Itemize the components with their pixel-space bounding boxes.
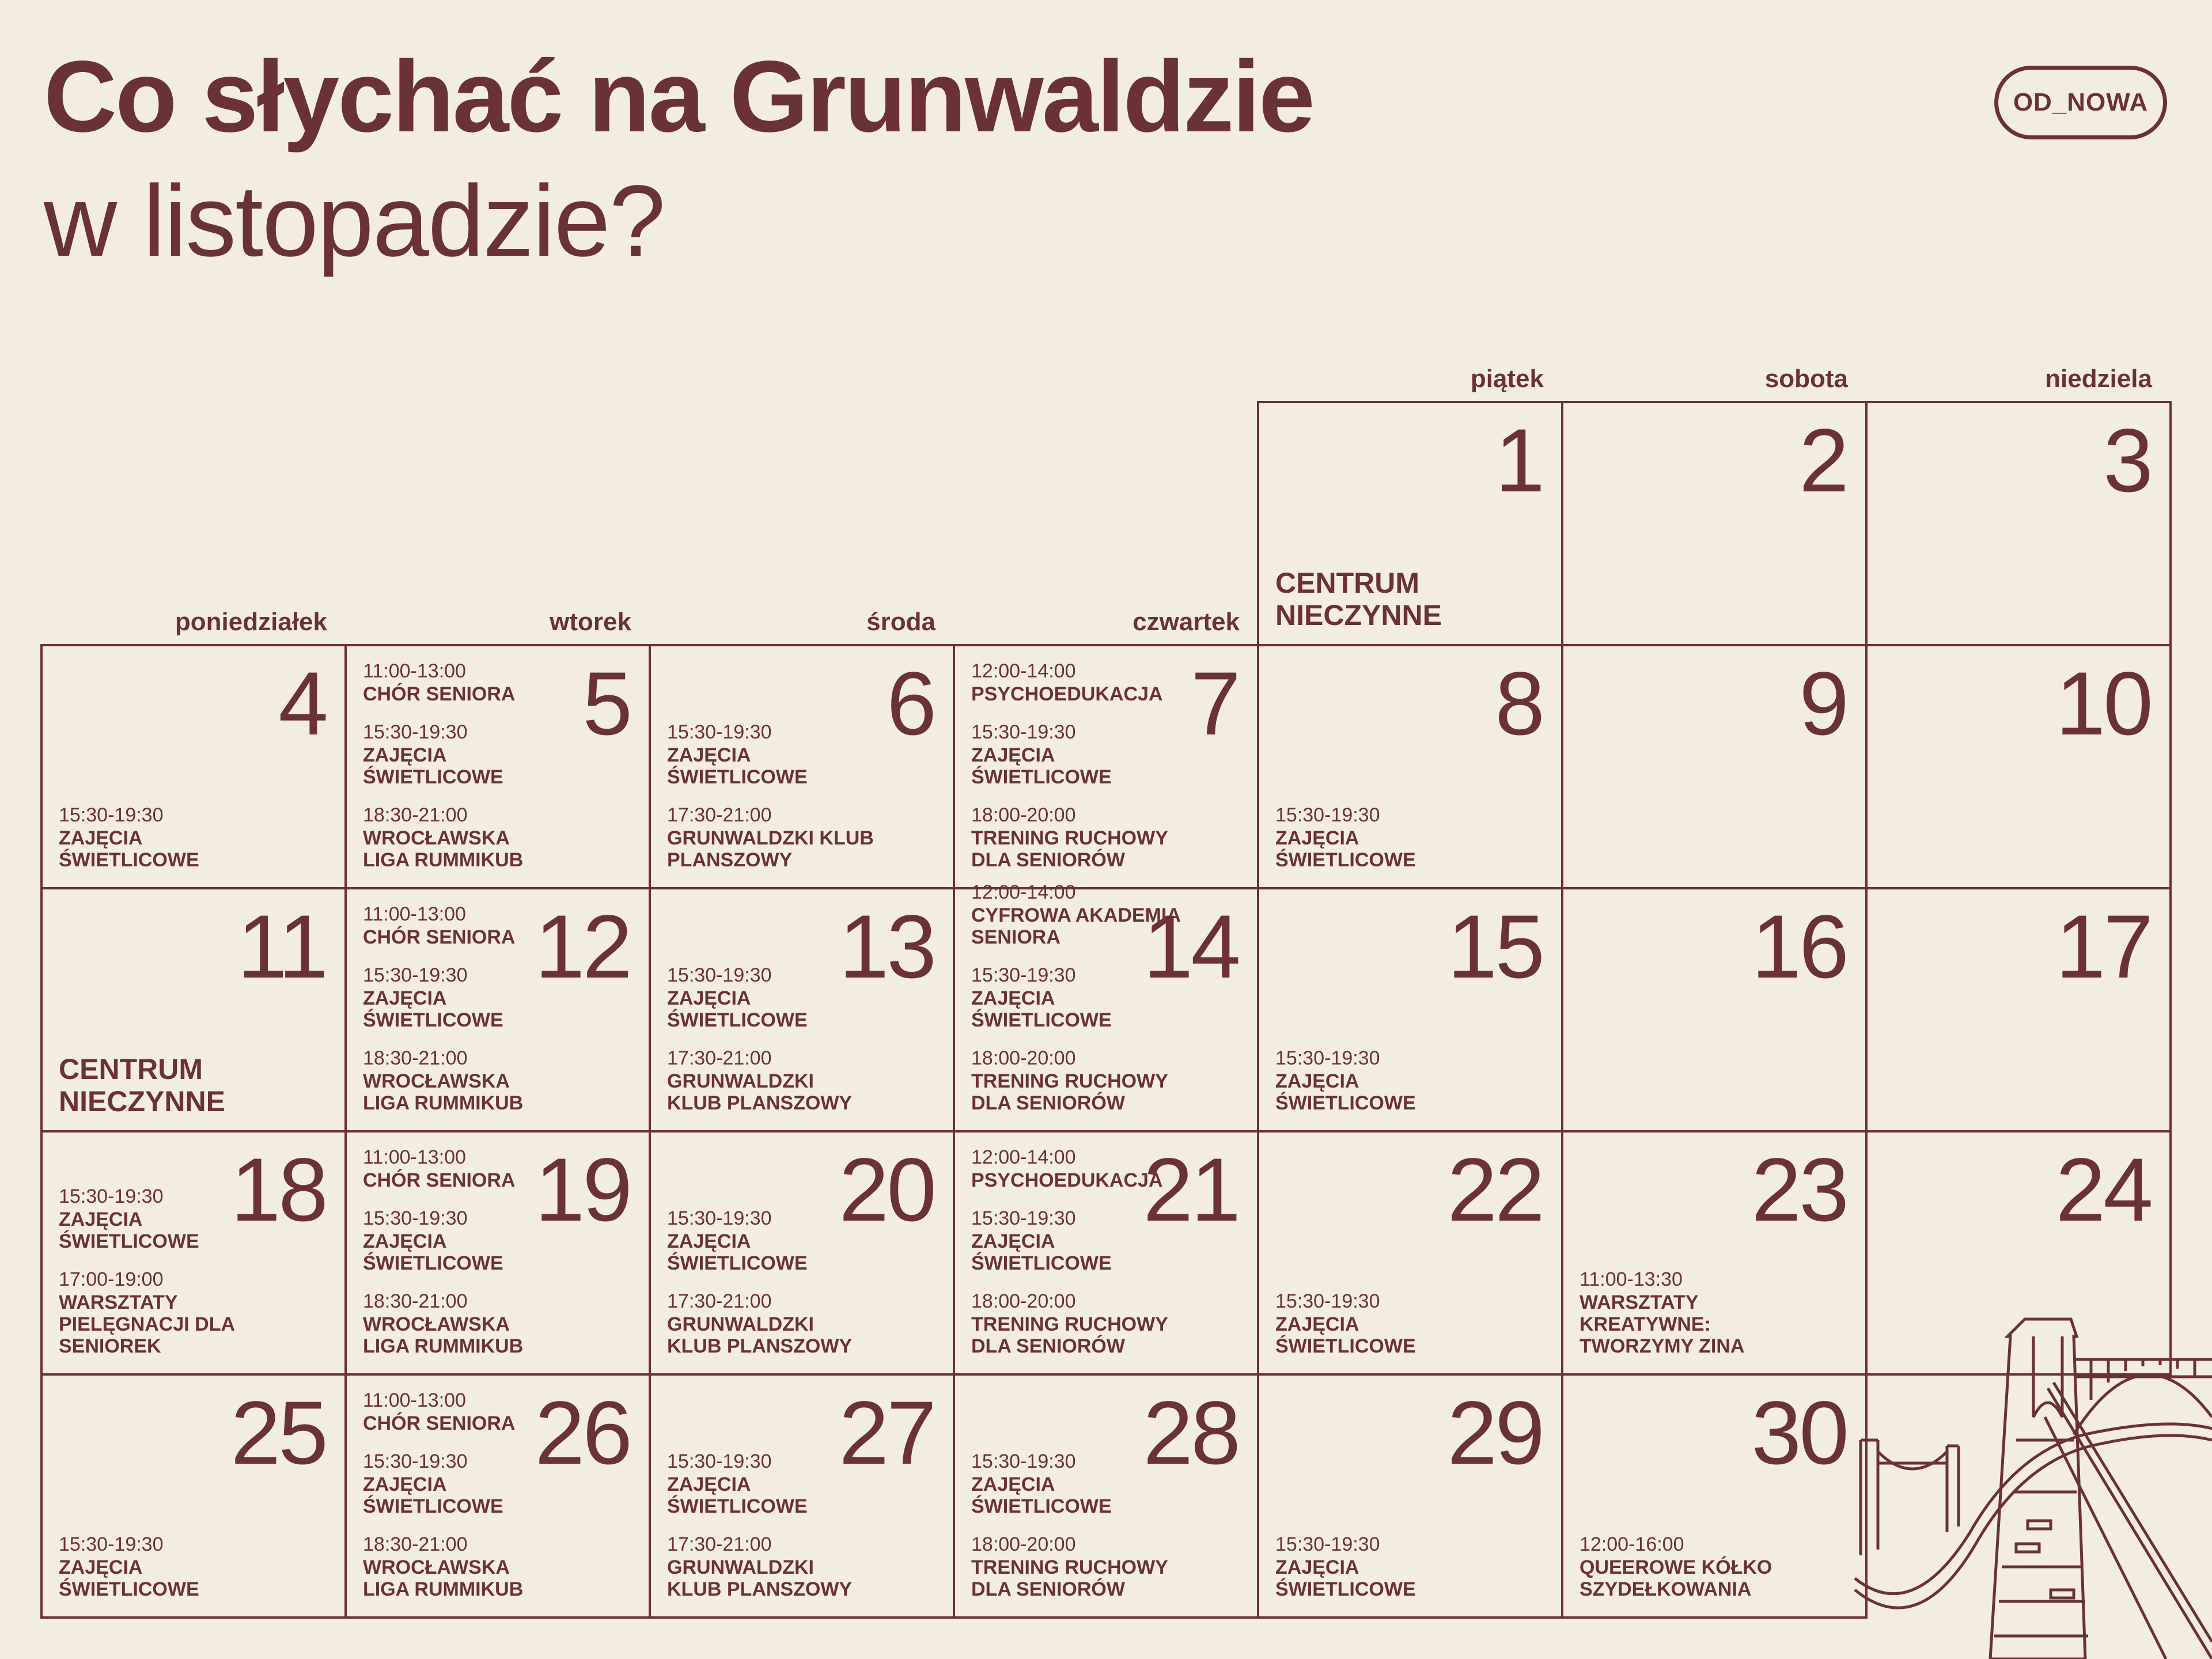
event-name: CHÓR SENIORA [363, 1169, 516, 1191]
event-name: ZAJĘCIA ŚWIETLICOWE [59, 1556, 199, 1600]
event-time: 17:30-21:00 [667, 1290, 772, 1312]
event-name: GRUNWALDZKI KLUB PLANSZOWY [667, 827, 874, 871]
day-cell [649, 1373, 955, 1619]
event-time: 15:30-19:30 [59, 1533, 164, 1555]
event-name: WARSZTATY KREATYWNE: TWORZYMY ZINA [1580, 1291, 1745, 1357]
weekday-header: sobota [1764, 365, 1848, 393]
closed-notice: CENTRUM NIECZYNNE [59, 1053, 225, 1118]
event-item[interactable] [971, 1048, 1168, 1114]
event-item[interactable] [363, 1391, 515, 1434]
event-name: PSYCHOEDUKACJA [971, 1169, 1163, 1191]
event-time: 18:00-20:00 [971, 1290, 1076, 1312]
event-name: WROCŁAWSKA LIGA RUMMIKUB [363, 1556, 524, 1600]
event-time: 15:30-19:30 [1275, 1533, 1380, 1555]
event-item[interactable] [363, 1147, 515, 1191]
day-number: 11 [237, 897, 326, 997]
day-cell [649, 1130, 955, 1376]
event-time: 17:30-21:00 [667, 804, 772, 826]
day-cell [1865, 644, 2172, 889]
event-item[interactable] [1275, 805, 1416, 871]
day-number: 18 [230, 1140, 326, 1240]
event-time: 15:30-19:30 [1275, 1290, 1380, 1312]
event-time: 12:00-14:00 [971, 1146, 1076, 1168]
event-item[interactable] [59, 1270, 235, 1357]
event-item[interactable] [667, 805, 874, 871]
event-time: 12:00-14:00 [971, 660, 1076, 682]
event-item[interactable] [971, 805, 1168, 871]
event-time: 11:00-13:30 [1580, 1268, 1683, 1290]
event-time: 15:30-19:30 [59, 1185, 164, 1207]
day-number: 17 [2055, 897, 2151, 997]
day-number: 29 [1447, 1383, 1543, 1483]
page-subtitle: w listopadzie? [44, 165, 665, 278]
event-item[interactable] [667, 1535, 852, 1600]
event-item[interactable] [971, 1147, 1163, 1191]
event-time: 11:00-13:00 [363, 1146, 466, 1168]
event-name: CHÓR SENIORA [363, 1412, 516, 1434]
event-item[interactable] [667, 965, 808, 1031]
day-number: 23 [1751, 1140, 1847, 1240]
day-number: 4 [278, 654, 326, 754]
day-cell [40, 887, 347, 1132]
day-number: 22 [1447, 1140, 1543, 1240]
event-time: 18:30-21:00 [363, 1290, 468, 1312]
day-number: 30 [1751, 1383, 1847, 1483]
event-time: 15:30-19:30 [667, 1450, 772, 1472]
event-item[interactable] [1275, 1291, 1416, 1357]
event-name: ZAJĘCIA ŚWIETLICOWE [59, 1209, 199, 1252]
event-time: 11:00-13:00 [363, 1389, 466, 1411]
event-name: CHÓR SENIORA [363, 926, 516, 948]
day-cell [344, 887, 651, 1132]
day-cell [1561, 887, 1868, 1132]
event-time: 17:00-19:00 [59, 1268, 164, 1290]
event-time: 15:30-19:30 [667, 721, 772, 743]
day-cell [649, 644, 955, 889]
event-item[interactable] [59, 1187, 199, 1252]
day-cell [1865, 401, 2172, 646]
event-name: TRENING RUCHOWY DLA SENIORÓW [971, 1556, 1168, 1600]
day-cell [649, 887, 955, 1132]
event-item[interactable] [363, 1452, 503, 1517]
event-name: ZAJĘCIA ŚWIETLICOWE [59, 827, 199, 871]
day-cell [40, 1373, 347, 1619]
event-time: 15:30-19:30 [971, 721, 1076, 743]
day-cell [344, 1130, 651, 1376]
event-name: ZAJĘCIA ŚWIETLICOWE [1275, 1313, 1416, 1357]
day-number: 24 [2055, 1140, 2151, 1240]
event-time: 17:30-21:00 [667, 1533, 772, 1555]
event-item[interactable] [363, 805, 523, 871]
event-time: 18:30-21:00 [363, 1533, 468, 1555]
event-name: CYFROWA AKADEMIA SENIORA [971, 904, 1181, 948]
event-time: 18:30-21:00 [363, 1047, 468, 1069]
event-name: WROCŁAWSKA LIGA RUMMIKUB [363, 1070, 524, 1114]
day-cell [953, 881, 1259, 1132]
event-name: GRUNWALDZKI KLUB PLANSZOWY [667, 1556, 853, 1600]
event-item[interactable] [1275, 1535, 1416, 1600]
event-item[interactable] [971, 965, 1112, 1031]
brand-logo: OD_NOWA [1994, 66, 2167, 139]
event-name: QUEEROWE KÓŁKO SZYDEŁKOWANIA [1580, 1556, 1772, 1600]
event-item[interactable] [667, 1291, 852, 1357]
bridge-illustration-icon [1843, 1302, 2212, 1659]
event-item[interactable] [971, 722, 1112, 788]
event-time: 15:30-19:30 [1275, 1047, 1380, 1069]
event-name: TRENING RUCHOWY DLA SENIORÓW [971, 1070, 1168, 1114]
event-name: ZAJĘCIA ŚWIETLICOWE [363, 744, 503, 788]
day-number: 1 [1495, 411, 1543, 511]
day-cell [344, 644, 651, 889]
event-item[interactable] [667, 722, 808, 788]
day-number: 14 [1143, 897, 1238, 997]
event-name: WARSZTATY PIELĘGNACJI DLA SENIOREK [59, 1291, 236, 1357]
weekday-header: czwartek [1132, 608, 1240, 636]
day-cell [1257, 1373, 1563, 1619]
event-item[interactable] [363, 722, 503, 788]
day-cell [1561, 644, 1868, 889]
day-cell [953, 1373, 1259, 1619]
event-item[interactable] [971, 1209, 1112, 1274]
event-item[interactable] [971, 1291, 1168, 1357]
event-time: 15:30-19:30 [971, 964, 1076, 986]
event-item[interactable] [1580, 1535, 1772, 1600]
event-time: 18:30-21:00 [363, 804, 468, 826]
day-number: 2 [1799, 411, 1847, 511]
event-time: 12:00-14:00 [971, 881, 1076, 903]
day-cell [953, 644, 1259, 889]
event-name: ZAJĘCIA ŚWIETLICOWE [1275, 1070, 1416, 1114]
day-number: 10 [2055, 654, 2151, 754]
event-name: PSYCHOEDUKACJA [971, 683, 1163, 705]
event-item[interactable] [1275, 1048, 1416, 1114]
day-cell [1865, 887, 2172, 1132]
day-number: 28 [1143, 1383, 1238, 1483]
event-time: 11:00-13:00 [363, 903, 466, 925]
day-cell [1257, 401, 1563, 646]
event-item[interactable] [59, 805, 199, 871]
event-name: ZAJĘCIA ŚWIETLICOWE [363, 987, 503, 1031]
event-time: 17:30-21:00 [667, 1047, 772, 1069]
event-item[interactable] [363, 1535, 523, 1600]
day-cell [953, 1130, 1259, 1376]
event-item[interactable] [1580, 1270, 1744, 1357]
event-time: 15:30-19:30 [971, 1450, 1076, 1472]
event-name: ZAJĘCIA ŚWIETLICOWE [667, 1230, 808, 1274]
event-name: ZAJĘCIA ŚWIETLICOWE [1275, 1556, 1416, 1600]
day-cell [344, 1373, 651, 1619]
day-number: 20 [839, 1140, 934, 1240]
event-time: 15:30-19:30 [363, 1207, 468, 1229]
day-number: 26 [535, 1383, 630, 1483]
day-cell [1257, 644, 1563, 889]
weekday-header: poniedziałek [175, 608, 327, 636]
day-cell [40, 1130, 347, 1376]
day-number: 5 [582, 654, 630, 754]
day-cell [1561, 1373, 1868, 1619]
event-item[interactable] [363, 1209, 503, 1274]
event-time: 15:30-19:30 [667, 1207, 772, 1229]
event-name: ZAJĘCIA ŚWIETLICOWE [971, 744, 1112, 788]
day-number: 21 [1143, 1140, 1238, 1240]
event-time: 11:00-13:00 [363, 660, 466, 682]
event-time: 18:00-20:00 [971, 1533, 1076, 1555]
event-name: ZAJĘCIA ŚWIETLICOWE [1275, 827, 1416, 871]
event-name: GRUNWALDZKI KLUB PLANSZOWY [667, 1313, 853, 1357]
event-time: 15:30-19:30 [1275, 804, 1380, 826]
event-time: 15:30-19:30 [363, 964, 468, 986]
event-name: TRENING RUCHOWY DLA SENIORÓW [971, 827, 1168, 871]
weekday-header: niedziela [2045, 365, 2152, 393]
event-item[interactable] [971, 661, 1163, 705]
day-number: 16 [1751, 897, 1847, 997]
day-number: 12 [535, 897, 630, 997]
weekday-header: wtorek [550, 608, 631, 636]
day-number: 9 [1799, 654, 1847, 754]
weekday-header: środa [866, 608, 935, 636]
day-number: 7 [1191, 654, 1238, 754]
event-item[interactable] [363, 965, 503, 1031]
event-item[interactable] [363, 1291, 523, 1357]
event-item[interactable] [971, 882, 1181, 948]
event-name: ZAJĘCIA ŚWIETLICOWE [667, 987, 808, 1031]
day-cell [1561, 1130, 1868, 1376]
event-name: ZAJĘCIA ŚWIETLICOWE [971, 1474, 1112, 1517]
day-cell [1257, 1130, 1563, 1376]
event-time: 18:00-20:00 [971, 804, 1076, 826]
day-number: 6 [887, 654, 934, 754]
event-name: TRENING RUCHOWY DLA SENIORÓW [971, 1313, 1168, 1357]
day-cell [40, 644, 347, 889]
event-name: WROCŁAWSKA LIGA RUMMIKUB [363, 827, 524, 871]
event-time: 18:00-20:00 [971, 1047, 1076, 1069]
event-name: ZAJĘCIA ŚWIETLICOWE [667, 1474, 808, 1517]
event-name: WROCŁAWSKA LIGA RUMMIKUB [363, 1313, 524, 1357]
day-number: 15 [1447, 897, 1543, 997]
day-number: 19 [535, 1140, 630, 1240]
event-time: 15:30-19:30 [667, 964, 772, 986]
event-item[interactable] [667, 1048, 852, 1114]
event-item[interactable] [971, 1452, 1112, 1517]
day-number: 27 [839, 1383, 934, 1483]
event-item[interactable] [971, 1535, 1168, 1600]
event-item[interactable] [363, 904, 515, 948]
event-name: ZAJĘCIA ŚWIETLICOWE [971, 1230, 1112, 1274]
event-time: 15:30-19:30 [971, 1207, 1076, 1229]
page-title: Co słychać na Grunwaldzie [44, 40, 1313, 153]
day-number: 25 [230, 1383, 326, 1483]
weekday-header: piątek [1470, 365, 1544, 393]
event-name: GRUNWALDZKI KLUB PLANSZOWY [667, 1070, 853, 1114]
event-name: ZAJĘCIA ŚWIETLICOWE [363, 1474, 503, 1517]
event-name: ZAJĘCIA ŚWIETLICOWE [363, 1230, 503, 1274]
event-time: 12:00-16:00 [1580, 1533, 1684, 1555]
event-item[interactable] [363, 661, 515, 705]
event-time: 15:30-19:30 [363, 721, 468, 743]
event-name: ZAJĘCIA ŚWIETLICOWE [971, 987, 1112, 1031]
day-number: 13 [839, 897, 934, 997]
event-item[interactable] [363, 1048, 523, 1114]
event-name: CHÓR SENIORA [363, 683, 516, 705]
event-item[interactable] [59, 1535, 199, 1600]
day-number: 3 [2103, 411, 2151, 511]
event-name: ZAJĘCIA ŚWIETLICOWE [667, 744, 808, 788]
day-cell [1561, 401, 1868, 646]
event-time: 15:30-19:30 [363, 1450, 468, 1472]
day-cell [1257, 887, 1563, 1132]
closed-notice: CENTRUM NIECZYNNE [1275, 567, 1442, 631]
event-item[interactable] [667, 1452, 808, 1517]
event-time: 15:30-19:30 [59, 804, 164, 826]
event-item[interactable] [667, 1209, 808, 1274]
day-number: 8 [1495, 654, 1543, 754]
